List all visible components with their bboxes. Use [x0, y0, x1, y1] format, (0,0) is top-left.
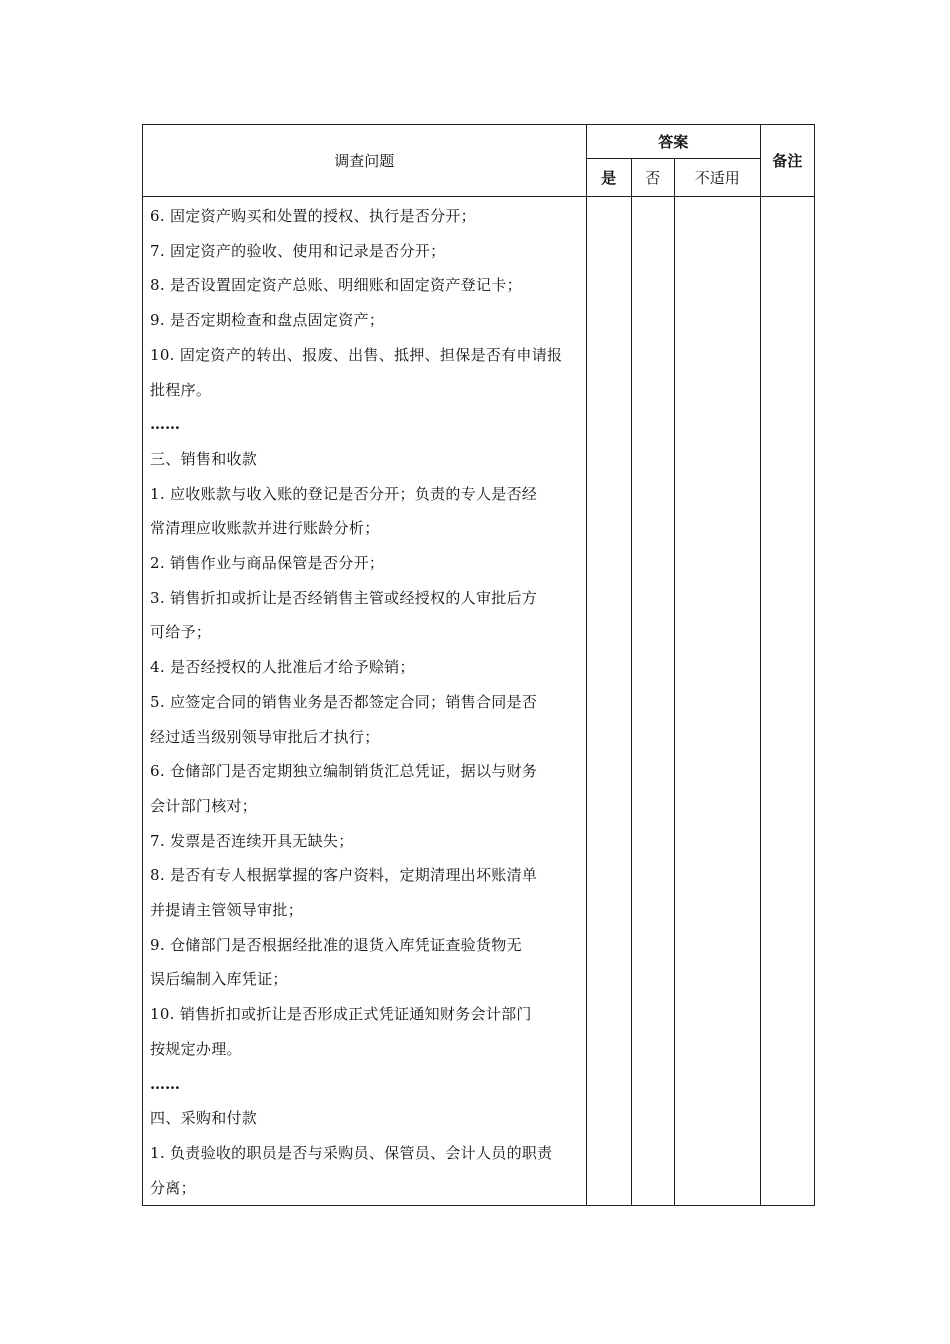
question-line: 按规定办理。 [150, 1039, 242, 1058]
question-line: 4. 是否经授权的人批准后才给予赊销； [150, 658, 415, 677]
header-no: 否 [631, 159, 674, 197]
question-line: 7. 发票是否连续开具无缺失； [150, 831, 354, 850]
header-not-applicable: 不适用 [674, 159, 760, 197]
table-header-row [143, 125, 815, 159]
internal-control-survey-table [142, 124, 815, 1206]
questions-cell [143, 197, 587, 1206]
question-line: 8. 是否有专人根据掌握的客户资料，定期清理出坏账清单 [150, 866, 538, 885]
question-line: 四、采购和付款 [150, 1109, 258, 1128]
question-list [150, 199, 578, 1205]
ellipsis-line: …… [150, 415, 180, 434]
question-line: 批程序。 [150, 380, 212, 399]
header-remarks: 备注 [760, 125, 814, 197]
question-line: 10. 销售折扣或折让是否形成正式凭证通知财务会计部门 [150, 1005, 532, 1024]
question-line: 分离； [150, 1178, 196, 1197]
remarks-cell[interactable] [760, 197, 814, 1206]
question-line: 10. 固定资产的转出、报废、出售、抵押、担保是否有申请报 [150, 345, 563, 364]
question-line: 2. 销售作业与商品保管是否分开； [150, 554, 385, 573]
question-line: 5. 应签定合同的销售业务是否都签定合同；销售合同是否 [150, 692, 538, 711]
answer-yes-cell[interactable] [586, 197, 631, 1206]
question-line: 9. 仓储部门是否根据经批准的退货入库凭证查验货物无 [150, 935, 522, 954]
question-line: 1. 负责验收的职员是否与采购员、保管员、会计人员的职责 [150, 1143, 553, 1162]
question-line: 6. 固定资产购买和处置的授权、执行是否分开； [150, 207, 476, 225]
question-line: 会计部门核对； [150, 796, 258, 815]
question-line: 并提请主管领导审批； [150, 901, 304, 920]
question-line: 经过适当级别领导审批后才执行； [150, 727, 380, 746]
answer-no-cell[interactable] [631, 197, 674, 1206]
question-line: 三、销售和收款 [150, 449, 258, 468]
ellipsis-line: …… [150, 1074, 180, 1093]
question-line: 常清理应收账款并进行账龄分析； [150, 519, 380, 538]
header-yes: 是 [586, 159, 631, 197]
question-line: 误后编制入库凭证； [150, 970, 288, 989]
question-line: 可给予； [150, 623, 212, 642]
question-line: 8. 是否设置固定资产总账、明细账和固定资产登记卡； [150, 276, 522, 295]
header-answer: 答案 [586, 125, 760, 159]
question-line: 7. 固定资产的验收、使用和记录是否分开； [150, 241, 446, 260]
answer-not-applicable-cell[interactable] [674, 197, 760, 1206]
question-line: 6. 仓储部门是否定期独立编制销货汇总凭证，据以与财务 [150, 762, 538, 781]
table-body-row [143, 197, 815, 1206]
question-line: 1. 应收账款与收入账的登记是否分开；负责的专人是否经 [150, 484, 538, 503]
question-line: 9. 是否定期检查和盘点固定资产； [150, 311, 385, 330]
question-line: 3. 销售折扣或折让是否经销售主管或经授权的人审批后方 [150, 588, 538, 607]
header-question: 调查问题 [143, 125, 587, 197]
